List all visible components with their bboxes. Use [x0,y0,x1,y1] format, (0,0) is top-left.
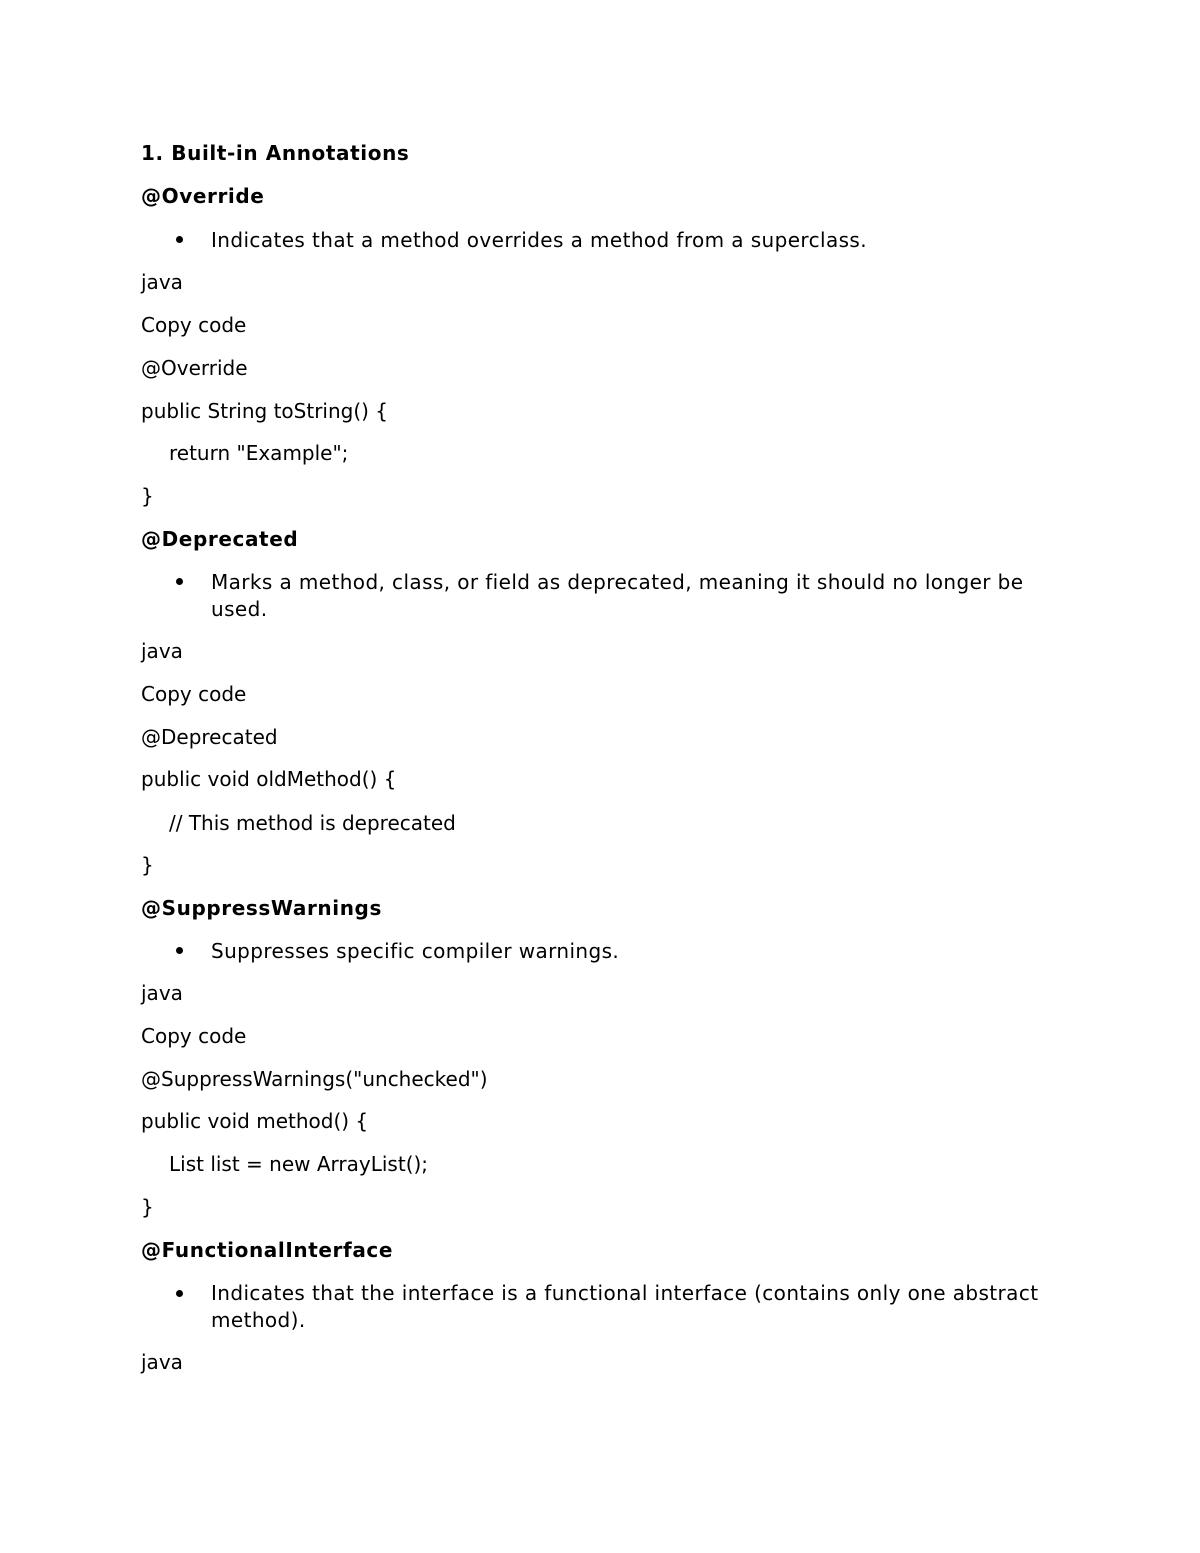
override-copy-code: Copy code [141,313,247,337]
deprecated-copy-code: Copy code [141,682,247,706]
override-code-lang: java [141,270,183,294]
functional-heading: @FunctionalInterface [141,1238,394,1262]
override-code-line: public String toString() { [141,399,389,423]
suppress-code-line: List list = new ArrayList(); [169,1152,429,1176]
bullet-icon [176,947,183,954]
deprecated-code-line: } [141,853,154,877]
bullet-icon [176,1290,183,1297]
functional-code-lang: java [141,1350,183,1374]
bullet-icon [176,578,183,585]
deprecated-code-line: public void oldMethod() { [141,767,397,791]
suppress-description: Suppresses specific compiler warnings. [211,939,620,963]
deprecated-code-line: // This method is deprecated [169,811,456,835]
override-code-line: } [141,484,154,508]
suppress-heading: @SuppressWarnings [141,896,382,920]
deprecated-code-line: @Deprecated [141,725,278,749]
functional-description: Indicates that the interface is a functional interface (contains only one abstract method). [211,1281,1039,1332]
section-title: 1. Built-in Annotations [141,141,410,165]
deprecated-description: Marks a method, class, or field as deprecated, meaning it should no longer be used. [211,570,1024,621]
override-description: Indicates that a method overrides a method from a superclass. [211,228,867,252]
suppress-code-line: @SuppressWarnings("unchecked") [141,1067,488,1091]
deprecated-code-lang: java [141,639,183,663]
suppress-copy-code: Copy code [141,1024,247,1048]
suppress-code-line: public void method() { [141,1109,369,1133]
suppress-code-line: } [141,1195,154,1219]
suppress-code-lang: java [141,981,183,1005]
override-code-line: @Override [141,356,248,380]
deprecated-heading: @Deprecated [141,527,299,551]
override-code-line: return "Example"; [169,441,349,465]
bullet-icon [176,236,183,243]
override-heading: @Override [141,184,265,208]
